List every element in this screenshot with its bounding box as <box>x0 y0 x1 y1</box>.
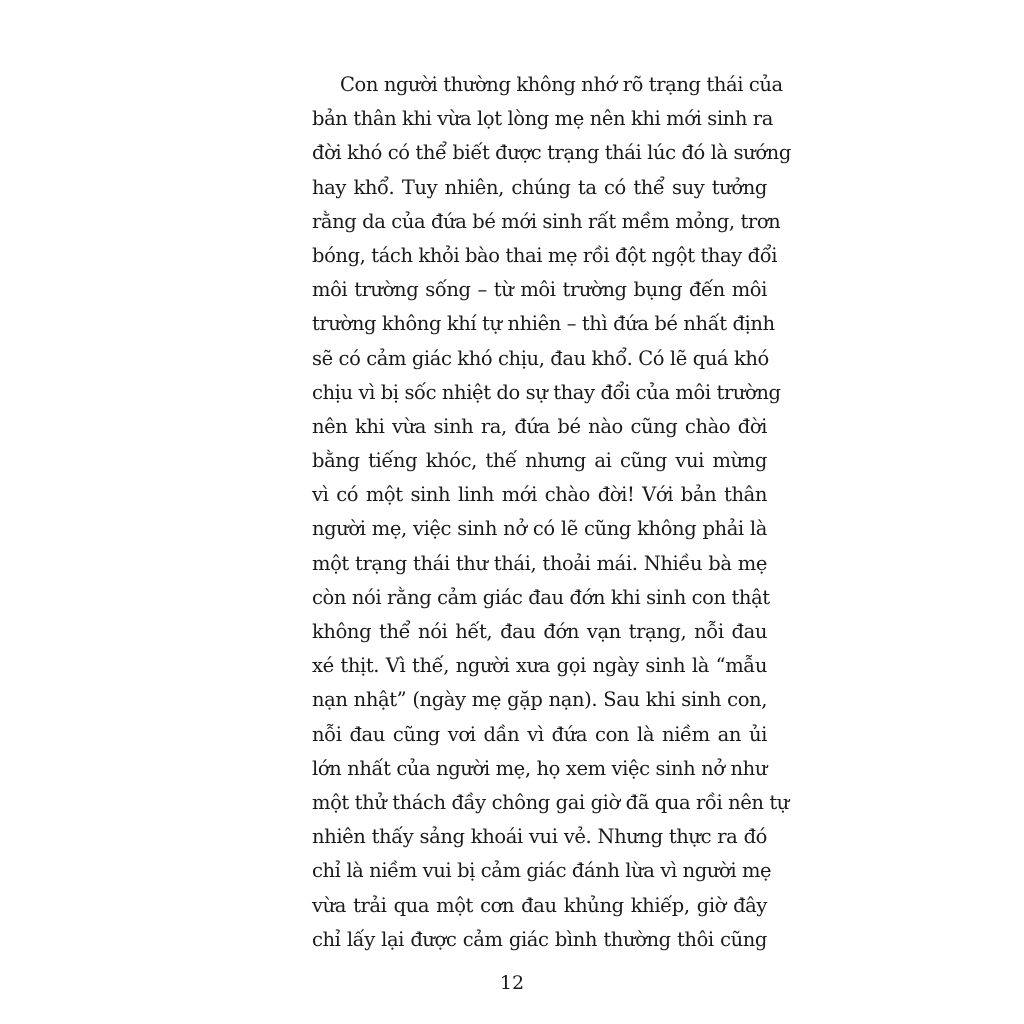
text-line: một thử thách đầy chông gai giờ đã qua rồi nên tự <box>312 790 789 814</box>
text-line: nạn nhật” (ngày mẹ gặp nạn). Sau khi sinh con, <box>312 688 767 712</box>
text-line: không thể nói hết, đau đớn vạn trạng, nỗi đau <box>312 620 767 643</box>
text-line: môi trường sống – từ môi trường bụng đến môi <box>312 278 767 302</box>
page-number: 12 <box>499 972 525 994</box>
text-line: bản thân khi vừa lọt lòng mẹ nên khi mới sinh ra <box>312 107 773 131</box>
text-line: đời khó có thể biết được trạng thái lúc đó là sướng <box>312 141 791 165</box>
text-line: Con người thường không nhớ rõ trạng thái của <box>340 73 783 96</box>
text-line: hay khổ. Tuy nhiên, chúng ta có thể suy tưởng <box>312 175 767 199</box>
body-text <box>312 68 791 957</box>
text-line: lớn nhất của người mẹ, họ xem việc sinh nở như <box>312 756 767 780</box>
text-line: rằng da của đứa bé mới sinh rất mềm mỏng, trơn <box>312 209 781 233</box>
text-line: sẽ có cảm giác khó chịu, đau khổ. Có lẽ quá khó <box>312 346 769 370</box>
text-line: còn nói rằng cảm giác đau đớn khi sinh con thật <box>312 585 770 609</box>
text-line: trường không khí tự nhiên – thì đứa bé nhất định <box>312 312 775 336</box>
text-line: nên khi vừa sinh ra, đứa bé nào cũng chào đời <box>312 414 767 438</box>
text-line: chịu vì bị sốc nhiệt do sự thay đổi của môi trường <box>312 380 781 404</box>
text-line: chỉ là niềm vui bị cảm giác đánh lừa vì người mẹ <box>312 859 772 883</box>
text-line: người mẹ, việc sinh nở có lẽ cũng không phải là <box>312 517 767 541</box>
text-line: chỉ lấy lại được cảm giác bình thường thôi cũng <box>312 927 767 951</box>
text-line: bóng, tách khỏi bào thai mẹ rồi đột ngột thay đổi <box>312 243 778 267</box>
text-line: nhiên thấy sảng khoái vui vẻ. Nhưng thực ra đó <box>312 825 767 849</box>
text-line: bằng tiếng khóc, thế nhưng ai cũng vui mừng <box>312 449 767 473</box>
text-line: nỗi đau cũng vơi dần vì đứa con là niềm an ủi <box>312 722 767 746</box>
text-line: một trạng thái thư thái, thoải mái. Nhiều bà mẹ <box>312 551 767 575</box>
text-line: vừa trải qua một cơn đau khủng khiếp, giờ đây <box>312 893 767 917</box>
text-line: vì có một sinh linh mới chào đời! Với bản thân <box>312 483 767 507</box>
text-line: xé thịt. Vì thế, người xưa gọi ngày sinh là “mẫu <box>312 654 767 678</box>
